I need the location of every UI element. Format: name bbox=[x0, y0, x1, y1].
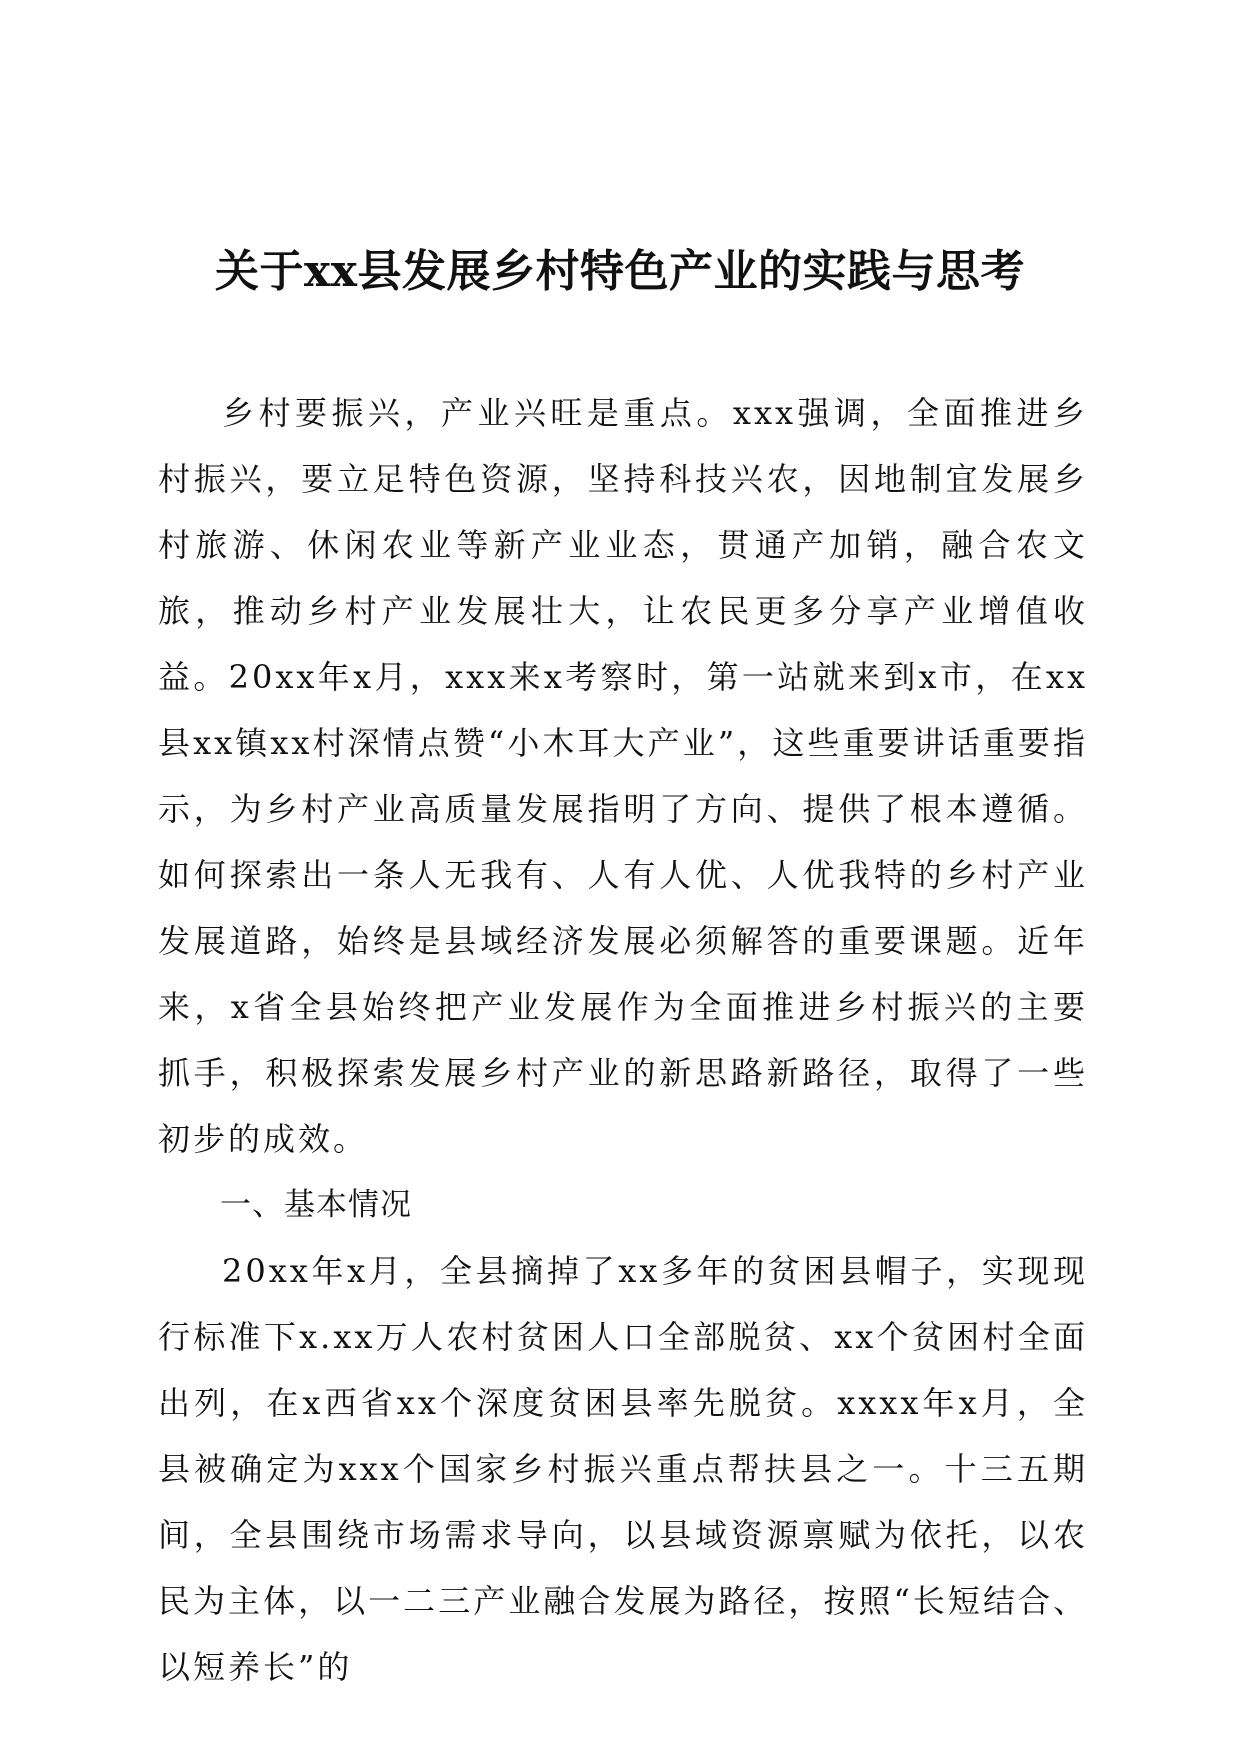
document-body bbox=[158, 380, 1088, 1700]
document-title: 关于xx县发展乡村特色产业的实践与思考 bbox=[215, 246, 1025, 297]
section-heading-basic-situation: 一、基本情况 bbox=[220, 1187, 412, 1223]
intro-paragraph: 乡村要振兴，产业兴旺是重点。xxx强调，全面推进乡村振兴，要立足特色资源，坚持科技兴农，因地制宜发展乡村旅游、休闲农业等新产业业态，贯通产加销，融合农文旅，推动乡村产业发展壮大，让农民更多分享产业增值收益。20xx年x月，xxx来x考察时，第一站就来到x市，在xx县xx镇xx村深情点赞“小木耳大产业”，这些重要讲话重要指示，为乡村产业高质量发展指明了方向、提供了根本遵循。如何探索出一条人无我有、人有人优、人优我特的乡村产业发展道路，始终是县域经济发展必须解答的重要课题。近年来，x省全县始终把产业发展作为全面推进乡村振兴的主要抓手，积极探索发展乡村产业的新思路新路径，取得了一些初步的成效。 bbox=[158, 394, 1088, 1158]
basic-situation-paragraph: 20xx年x月，全县摘掉了xx多年的贫困县帽子，实现现行标准下x.xx万人农村贫困人口全部脱贫、xx个贫困村全面出列，在x西省xx个深度贫困县率先脱贫。xxxx年x月，全县被确定为xxx个国家乡村振兴重点帮扶县之一。十三五期间，全县围绕市场需求导向，以县域资源禀赋为依托，以农民为主体，以一二三产业融合发展为路径，按照“长短结合、以短养长”的 bbox=[158, 1252, 1088, 1686]
